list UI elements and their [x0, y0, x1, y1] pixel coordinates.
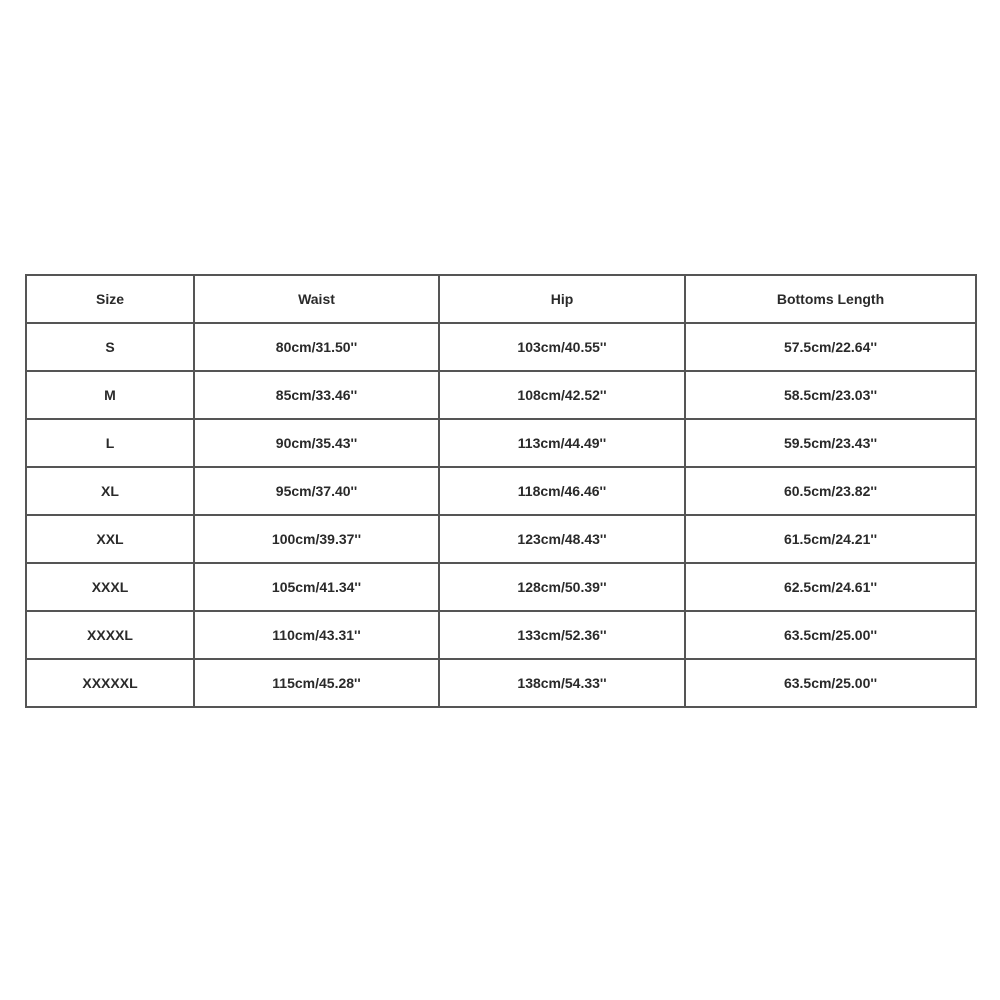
cell-size: XL [26, 467, 194, 515]
header-bottoms-length: Bottoms Length [685, 275, 976, 323]
cell-size: M [26, 371, 194, 419]
table-row [26, 467, 976, 515]
cell-waist: 115cm/45.28'' [194, 659, 439, 707]
cell-bottoms-length: 63.5cm/25.00'' [685, 611, 976, 659]
cell-hip: 128cm/50.39'' [439, 563, 685, 611]
table-row [26, 371, 976, 419]
cell-bottoms-length: 63.5cm/25.00'' [685, 659, 976, 707]
header-hip: Hip [439, 275, 685, 323]
cell-size: XXXXXL [26, 659, 194, 707]
header-size: Size [26, 275, 194, 323]
table-row [26, 323, 976, 371]
cell-hip: 133cm/52.36'' [439, 611, 685, 659]
table-header-row [26, 275, 976, 323]
cell-bottoms-length: 62.5cm/24.61'' [685, 563, 976, 611]
cell-waist: 90cm/35.43'' [194, 419, 439, 467]
cell-size: S [26, 323, 194, 371]
cell-hip: 108cm/42.52'' [439, 371, 685, 419]
table-row [26, 515, 976, 563]
cell-bottoms-length: 61.5cm/24.21'' [685, 515, 976, 563]
cell-hip: 138cm/54.33'' [439, 659, 685, 707]
size-chart-table [25, 274, 977, 708]
table-row [26, 563, 976, 611]
cell-waist: 80cm/31.50'' [194, 323, 439, 371]
header-waist: Waist [194, 275, 439, 323]
cell-waist: 110cm/43.31'' [194, 611, 439, 659]
cell-bottoms-length: 60.5cm/23.82'' [685, 467, 976, 515]
cell-hip: 123cm/48.43'' [439, 515, 685, 563]
table-row [26, 659, 976, 707]
cell-bottoms-length: 59.5cm/23.43'' [685, 419, 976, 467]
cell-waist: 95cm/37.40'' [194, 467, 439, 515]
cell-hip: 113cm/44.49'' [439, 419, 685, 467]
table-row [26, 611, 976, 659]
cell-size: XXXXL [26, 611, 194, 659]
table-row [26, 419, 976, 467]
cell-size: XXL [26, 515, 194, 563]
cell-bottoms-length: 57.5cm/22.64'' [685, 323, 976, 371]
cell-waist: 85cm/33.46'' [194, 371, 439, 419]
cell-size: L [26, 419, 194, 467]
cell-bottoms-length: 58.5cm/23.03'' [685, 371, 976, 419]
cell-waist: 100cm/39.37'' [194, 515, 439, 563]
cell-waist: 105cm/41.34'' [194, 563, 439, 611]
cell-hip: 103cm/40.55'' [439, 323, 685, 371]
cell-size: XXXL [26, 563, 194, 611]
cell-hip: 118cm/46.46'' [439, 467, 685, 515]
